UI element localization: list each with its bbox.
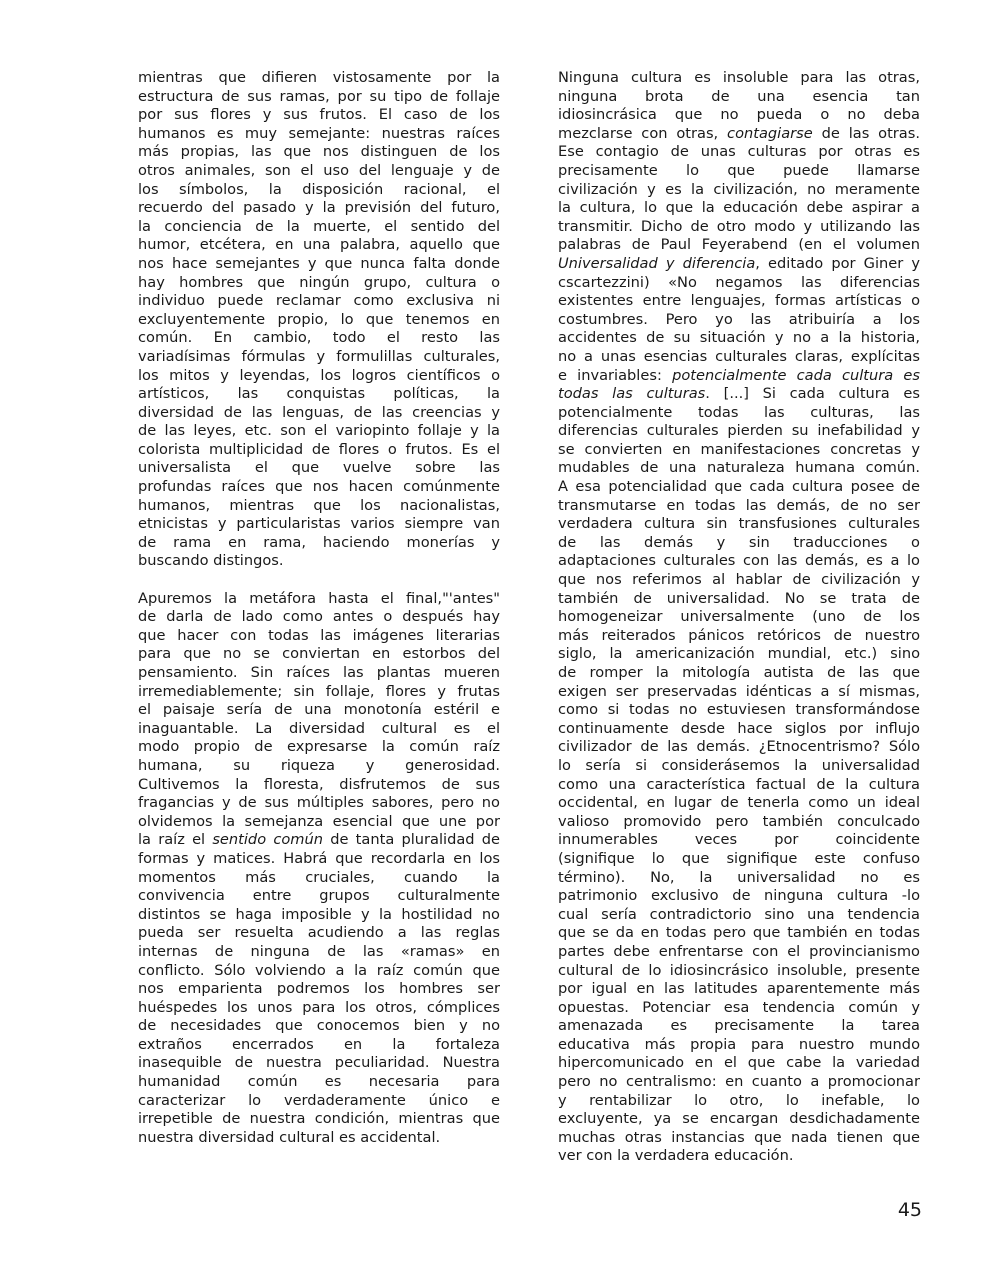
text-segment: excluyente, ya se encargan desdichadamente bbox=[558, 1110, 920, 1128]
text-segment: potencialmente todas las culturas, las bbox=[558, 403, 920, 421]
text-segment: también de universalidad. No se trata de bbox=[558, 589, 920, 607]
text-line bbox=[558, 274, 920, 293]
text-line bbox=[138, 106, 500, 125]
text-segment: hipercomunicado en el que cabe la variedad bbox=[558, 1054, 920, 1072]
text-segment: inaguantable. La diversidad cultural es el bbox=[138, 719, 500, 737]
text-segment: que se da en todas pero que también en todas bbox=[558, 924, 920, 942]
text-line bbox=[138, 1036, 500, 1055]
text-segment: artísticos, las conquistas políticas, la bbox=[138, 385, 500, 403]
text-line bbox=[558, 441, 920, 460]
text-line bbox=[138, 1092, 500, 1111]
text-line bbox=[558, 1054, 920, 1073]
text-segment: que nos referimos al hablar de civilización y bbox=[558, 571, 920, 589]
text-line bbox=[138, 738, 500, 757]
text-segment: continuamente desde hace siglos por influjo bbox=[558, 719, 920, 737]
text-segment: civilizador de las demás. ¿Etnocentrismo? Sólo bbox=[558, 738, 920, 756]
text-segment: cscartezzini) «No negamos las diferencias bbox=[558, 273, 920, 291]
text-segment: transmutarse en todas las demás, de no ser bbox=[558, 496, 920, 514]
text-segment: caracterizar lo verdaderamente único e bbox=[138, 1091, 500, 1109]
text-segment: siglo, la americanización mundial, etc.) sino bbox=[558, 645, 920, 663]
text-segment: cual sería contradictorio sino una tendencia bbox=[558, 905, 920, 923]
italic-text: contagiarse bbox=[727, 124, 813, 142]
text-segment: amenazada es precisamente la tarea bbox=[558, 1017, 920, 1035]
text-segment: profundas raíces que nos hacen comúnmente bbox=[138, 478, 500, 496]
text-segment: internas de ninguna de las «ramas» en bbox=[138, 942, 500, 960]
text-line bbox=[558, 738, 920, 757]
text-line bbox=[138, 1054, 500, 1073]
italic-text: todas las culturas bbox=[558, 385, 706, 403]
text-segment: por sus flores y sus frutos. El caso de los bbox=[138, 106, 500, 124]
text-segment: variadísimas fórmulas y formulillas culturales, bbox=[138, 347, 500, 365]
text-line bbox=[138, 850, 500, 869]
text-line bbox=[558, 776, 920, 795]
text-line bbox=[558, 478, 920, 497]
text-line bbox=[138, 813, 500, 832]
text-segment: individuo puede reclamar como exclusiva ni bbox=[138, 292, 500, 310]
text-line bbox=[138, 906, 500, 925]
text-segment: de tanta pluralidad de bbox=[323, 831, 501, 849]
text-segment: como una característica factual de la cultura bbox=[558, 775, 920, 793]
text-line bbox=[138, 664, 500, 683]
text-line bbox=[558, 385, 920, 404]
text-segment: e invariables: bbox=[558, 366, 673, 384]
text-line bbox=[138, 385, 500, 404]
text-segment: diferencias culturales pierden su inefabilidad y bbox=[558, 422, 920, 440]
text-segment: modo propio de expresarse la común raíz bbox=[138, 738, 500, 756]
text-line bbox=[138, 590, 500, 609]
text-line bbox=[558, 1036, 920, 1055]
text-line bbox=[558, 162, 920, 181]
text-segment: extraños encerrados en la fortaleza bbox=[138, 1035, 500, 1053]
text-segment: la conciencia de la muerte, el sentido del bbox=[138, 217, 500, 235]
text-segment: exigen ser preservadas idénticas a sí mismas, bbox=[558, 682, 920, 700]
text-segment: excluyentemente propio, lo que tenemos en bbox=[138, 310, 500, 328]
text-segment: mezclarse con otras, bbox=[558, 124, 728, 142]
text-line bbox=[558, 255, 920, 274]
italic-text: Universalidad y diferencia bbox=[558, 254, 756, 272]
text-line bbox=[138, 1073, 500, 1092]
text-segment: y rentabilizar lo otro, lo inefable, lo bbox=[558, 1091, 920, 1109]
text-segment: palabras de Paul Feyerabend (en el volumen bbox=[558, 236, 920, 254]
text-segment: muchas otras instancias que nada tienen que bbox=[558, 1128, 920, 1146]
text-line bbox=[558, 515, 920, 534]
text-line bbox=[558, 757, 920, 776]
text-segment: opuestas. Potenciar esa tendencia común y bbox=[558, 998, 920, 1016]
text-line bbox=[558, 887, 920, 906]
text-line bbox=[558, 1092, 920, 1111]
text-segment: convivencia entre grupos culturalmente bbox=[138, 887, 500, 905]
text-line bbox=[558, 869, 920, 888]
text-segment: olvidemos la semejanza esencial que une por bbox=[138, 812, 500, 830]
text-line bbox=[558, 143, 920, 162]
text-line bbox=[138, 831, 500, 850]
text-segment: occidental, en lugar de tenerla como un ideal bbox=[558, 794, 920, 812]
text-segment: conflicto. Sólo volviendo a la raíz común que bbox=[138, 961, 500, 979]
text-segment: más propias, las que nos distinguen de los bbox=[138, 143, 500, 161]
text-segment: verdadera cultura sin transfusiones culturales bbox=[558, 515, 920, 533]
text-line bbox=[558, 627, 920, 646]
text-line bbox=[558, 906, 920, 925]
text-segment: idiosincrásica que no pueda o no deba bbox=[558, 106, 920, 124]
text-line bbox=[138, 329, 500, 348]
text-segment: precisamente lo que puede llamarse bbox=[558, 161, 920, 179]
text-line bbox=[138, 311, 500, 330]
text-segment: homogeneizar universalmente (uno de los bbox=[558, 608, 920, 626]
text-segment: de necesidades que conocemos bien y no bbox=[138, 1017, 500, 1035]
text-line bbox=[558, 720, 920, 739]
text-segment: costumbres. Pero yo las atribuiría a los bbox=[558, 310, 920, 328]
text-line bbox=[558, 367, 920, 386]
text-segment: mientras que difieren vistosamente por la bbox=[138, 69, 500, 86]
text-segment: los mitos y leyendas, los logros científicos o bbox=[138, 366, 500, 384]
text-segment: A esa potencialidad que cada cultura posee de bbox=[558, 478, 920, 496]
text-line bbox=[558, 794, 920, 813]
text-line bbox=[138, 887, 500, 906]
text-segment: Ninguna cultura es insoluble para las otras, bbox=[558, 69, 920, 86]
text-segment: adaptaciones culturales con las demás, es a lo bbox=[558, 552, 920, 570]
text-line bbox=[558, 106, 920, 125]
page-number: 45 bbox=[897, 1199, 922, 1221]
left-text-column bbox=[138, 69, 500, 1147]
text-line bbox=[558, 218, 920, 237]
text-line bbox=[138, 1017, 500, 1036]
text-line bbox=[138, 88, 500, 107]
text-line bbox=[138, 459, 500, 478]
text-segment: momentos más cruciales, cuando la bbox=[138, 868, 500, 886]
text-line bbox=[138, 720, 500, 739]
text-line bbox=[558, 645, 920, 664]
text-line bbox=[558, 552, 920, 571]
text-line bbox=[138, 943, 500, 962]
text-line bbox=[138, 552, 500, 571]
text-segment: pueda ser resuelta acudiendo a las reglas bbox=[138, 924, 500, 942]
text-line bbox=[558, 236, 920, 255]
text-segment: para que no se conviertan en estorbos del bbox=[138, 645, 500, 663]
text-line bbox=[138, 422, 500, 441]
text-line bbox=[558, 69, 920, 88]
text-line bbox=[558, 701, 920, 720]
text-segment: pero no centralismo: en cuanto a promocionar bbox=[558, 1073, 920, 1091]
text-segment: universalista el que vuelve sobre las bbox=[138, 459, 500, 477]
text-line bbox=[138, 143, 500, 162]
text-segment: de las leyes, etc. son el variopinto follaje y la bbox=[138, 422, 500, 440]
text-line bbox=[558, 534, 920, 553]
text-line bbox=[138, 255, 500, 274]
text-line bbox=[138, 701, 500, 720]
text-segment: humana, su riqueza y generosidad. bbox=[138, 756, 500, 774]
paragraph bbox=[138, 69, 500, 571]
text-segment: pensamiento. Sin raíces las plantas mueren bbox=[138, 664, 500, 681]
text-line bbox=[138, 534, 500, 553]
text-segment: accidentes de su situación y no a la historia, bbox=[558, 329, 920, 347]
text-line bbox=[558, 980, 920, 999]
text-segment: valioso promovido pero también conculcado bbox=[558, 812, 920, 830]
text-segment: de rama en rama, haciendo monerías y bbox=[138, 533, 500, 551]
text-line bbox=[558, 683, 920, 702]
text-line bbox=[558, 1147, 920, 1166]
text-line bbox=[138, 515, 500, 534]
text-segment: colorista multiplicidad de flores o frutos. Es el bbox=[138, 440, 500, 458]
text-segment: término). No, la universalidad no es bbox=[558, 868, 920, 886]
text-line bbox=[558, 1073, 920, 1092]
text-line bbox=[138, 608, 500, 627]
right-text-column bbox=[558, 69, 920, 1166]
text-line bbox=[558, 1129, 920, 1148]
text-segment: nos emparienta podremos los hombres ser bbox=[138, 980, 500, 998]
text-line bbox=[558, 664, 920, 683]
text-segment: de las demás y sin traducciones o bbox=[558, 533, 920, 551]
text-segment: nos hace semejantes y que nunca falta donde bbox=[138, 254, 500, 272]
text-line bbox=[558, 999, 920, 1018]
text-line bbox=[138, 274, 500, 293]
text-line bbox=[138, 757, 500, 776]
text-line bbox=[558, 88, 920, 107]
text-segment: etnicistas y particularistas varios siempre van bbox=[138, 515, 500, 533]
text-line bbox=[138, 69, 500, 88]
text-segment: estructura de sus ramas, por su tipo de follaje bbox=[138, 87, 500, 105]
text-line bbox=[138, 162, 500, 181]
text-line bbox=[138, 292, 500, 311]
text-line bbox=[558, 831, 920, 850]
text-line bbox=[138, 776, 500, 795]
text-segment: formas y matices. Habrá que recordarla en los bbox=[138, 849, 500, 867]
text-line bbox=[558, 1110, 920, 1129]
text-segment: buscando distingos. bbox=[138, 552, 284, 570]
text-segment: como si todas no estuviesen transformándose bbox=[558, 701, 920, 719]
italic-text: potencialmente cada cultura es bbox=[672, 366, 920, 384]
text-segment: Cultivemos la floresta, disfrutemos de sus bbox=[138, 775, 500, 793]
text-line bbox=[558, 311, 920, 330]
text-segment: mudables de una naturaleza humana común. bbox=[558, 459, 920, 477]
text-line bbox=[138, 478, 500, 497]
italic-text: sentido común bbox=[212, 831, 324, 849]
text-segment: humanos es muy semejante: nuestras raíces bbox=[138, 124, 500, 142]
text-line bbox=[138, 869, 500, 888]
text-line bbox=[138, 794, 500, 813]
text-segment: más reiterados pánicos retóricos de nuestro bbox=[558, 626, 920, 644]
text-segment: cultural de lo idiosincrásico insoluble, presente bbox=[558, 961, 920, 979]
text-segment: educativa más propia para nuestro mundo bbox=[558, 1035, 920, 1053]
text-line bbox=[138, 1129, 500, 1148]
text-line bbox=[138, 980, 500, 999]
text-segment: recuerdo del pasado y la previsión del futuro, bbox=[138, 199, 500, 217]
text-line bbox=[558, 590, 920, 609]
text-segment: diversidad de las lenguas, de las creencias y bbox=[138, 403, 500, 421]
text-line bbox=[138, 181, 500, 200]
text-line bbox=[558, 943, 920, 962]
text-segment: . [...] Si cada cultura es bbox=[705, 385, 921, 403]
text-segment: distintos se haga imposible y la hostilidad no bbox=[138, 905, 500, 923]
text-line bbox=[558, 1017, 920, 1036]
text-line bbox=[138, 999, 500, 1018]
text-line bbox=[558, 850, 920, 869]
text-line bbox=[138, 441, 500, 460]
text-line bbox=[558, 404, 920, 423]
text-segment: transmitir. Dicho de otro modo y utilizando las bbox=[558, 217, 920, 235]
text-segment: ver con la verdadera educación. bbox=[558, 1147, 794, 1165]
text-segment: se convierten en manifestaciones concretas y bbox=[558, 440, 920, 458]
text-segment: la raíz el bbox=[138, 831, 213, 849]
text-segment: partes debe enfrentarse con el provincianismo bbox=[558, 942, 920, 960]
text-line bbox=[138, 924, 500, 943]
text-line bbox=[138, 348, 500, 367]
text-segment: humor, etcétera, en una palabra, aquello que bbox=[138, 236, 500, 254]
text-line bbox=[138, 218, 500, 237]
text-line bbox=[138, 1110, 500, 1129]
text-segment: que hacer con todas las imágenes literarias bbox=[138, 626, 500, 644]
text-segment: el paisaje sería de una monotonía estéril e bbox=[138, 701, 500, 719]
text-line bbox=[558, 813, 920, 832]
text-line bbox=[138, 962, 500, 981]
text-line bbox=[138, 683, 500, 702]
text-segment: de las otras. bbox=[812, 124, 920, 142]
text-line bbox=[558, 924, 920, 943]
text-segment: huéspedes los unos para los otros, cómplices bbox=[138, 998, 500, 1016]
text-line bbox=[138, 199, 500, 218]
text-segment: lo sería si considerásemos la universalidad bbox=[558, 756, 920, 774]
text-segment: no a unas esencias culturales claras, explícitas bbox=[558, 347, 920, 365]
text-line bbox=[558, 497, 920, 516]
text-segment: humanos, mientras que los nacionalistas, bbox=[138, 496, 500, 514]
text-line bbox=[558, 199, 920, 218]
text-line bbox=[558, 292, 920, 311]
text-line bbox=[558, 125, 920, 144]
text-line bbox=[138, 125, 500, 144]
text-line bbox=[558, 329, 920, 348]
text-segment: nuestra diversidad cultural es accidental. bbox=[138, 1128, 441, 1146]
text-segment: innumerables veces por coincidente bbox=[558, 831, 920, 849]
text-segment: los símbolos, la disposición racional, el bbox=[138, 180, 500, 198]
text-segment: fragancias y de sus múltiples sabores, pero no bbox=[138, 794, 500, 812]
text-segment: otros animales, son el uso del lenguaje y de bbox=[138, 161, 500, 179]
text-segment: existentes entre lenguajes, formas artísticas o bbox=[558, 292, 920, 310]
text-line bbox=[138, 645, 500, 664]
paragraph bbox=[558, 69, 920, 1166]
text-segment: de darla de lado como antes o después hay bbox=[138, 608, 500, 626]
text-segment: común. En cambio, todo el resto las bbox=[138, 329, 500, 347]
text-segment: hay hombres que ningún grupo, cultura o bbox=[138, 273, 500, 291]
text-segment: ninguna brota de una esencia tan bbox=[558, 87, 920, 105]
text-segment: (signifique lo que signifique este confuso bbox=[558, 849, 920, 867]
text-line bbox=[138, 627, 500, 646]
text-segment: irremediablemente; sin follaje, flores y frutas bbox=[138, 682, 500, 700]
text-line bbox=[558, 571, 920, 590]
text-segment: de romper la mitología autista de las que bbox=[558, 664, 920, 681]
text-segment: Ese contagio de unas culturas por otras es bbox=[558, 143, 920, 161]
text-segment: , editado por Giner y bbox=[755, 254, 920, 272]
paragraph bbox=[138, 590, 500, 1148]
text-segment: inasequible de nuestra peculiaridad. Nuestra bbox=[138, 1054, 500, 1072]
text-line bbox=[558, 181, 920, 200]
text-segment: humanidad común es necesaria para bbox=[138, 1073, 500, 1091]
text-segment: la cultura, lo que la educación debe aspirar a bbox=[558, 199, 920, 217]
text-line bbox=[558, 459, 920, 478]
text-line bbox=[138, 236, 500, 255]
text-segment: por igual en las latitudes aparentemente más bbox=[558, 980, 920, 998]
text-segment: irrepetible de nuestra condición, mientras que bbox=[138, 1110, 500, 1128]
text-line bbox=[138, 367, 500, 386]
text-line bbox=[558, 422, 920, 441]
text-line bbox=[558, 608, 920, 627]
text-segment: Apuremos la metáfora hasta el final,"'antes" bbox=[138, 589, 500, 607]
text-segment: patrimonio exclusivo de ninguna cultura -lo bbox=[558, 887, 920, 905]
text-line bbox=[138, 404, 500, 423]
text-line bbox=[558, 962, 920, 981]
text-segment: civilización y es la civilización, no meramente bbox=[558, 180, 920, 198]
text-line bbox=[138, 497, 500, 516]
text-line bbox=[558, 348, 920, 367]
